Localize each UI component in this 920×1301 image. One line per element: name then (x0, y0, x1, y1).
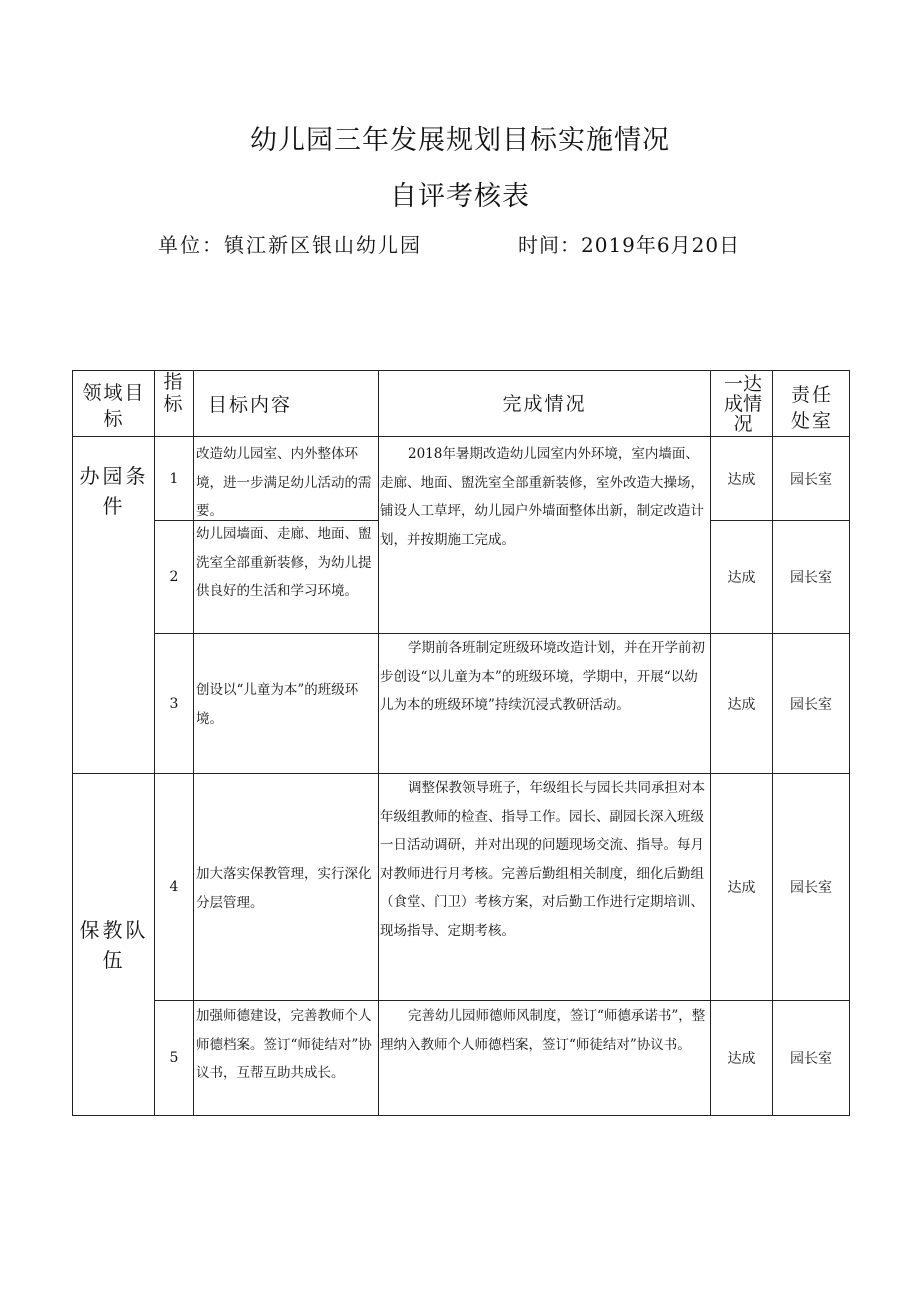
content-cell: 幼儿园墙面、走廊、地面、盥洗室全部重新装修，为幼儿提供良好的生活和学习环境。 (196, 526, 372, 599)
status-cell: 达成 (727, 471, 756, 488)
col-divider (193, 370, 194, 1116)
dept-cell: 园长室 (790, 570, 832, 586)
unit-label: 单位：镇江新区银山幼儿园 (158, 233, 422, 257)
header-dept: 责任处室 (790, 384, 833, 432)
completion-cell: 学期前各班制定班级环境改造计划，并在开学前初步创设“以儿童为本”的班级环境，学期中，开展“以幼儿为本的班级环境”持续沉浸式教研活动。 (380, 640, 705, 713)
completion-cell: 2018年暑期改造幼儿园室内外环境，室内墙面、走廊、地面、盥洗室全部重新装修，室外改造大操场，铺设人工草坪，幼儿园户外墙面整体出新，制定改造计划，并按期施工完成。 (380, 446, 704, 548)
index-cell: 4 (169, 879, 179, 895)
document-title: 幼儿园三年发展规划目标实施情况 (250, 125, 670, 156)
index-cell: 2 (169, 569, 179, 585)
assessment-table (72, 370, 850, 1116)
header-content: 目标内容 (208, 394, 293, 416)
header-domain: 领域目标 (82, 382, 146, 430)
dept-cell: 园长室 (790, 471, 832, 488)
index-cell: 5 (169, 1050, 179, 1066)
col-divider (378, 370, 379, 1116)
status-cell: 达成 (727, 1051, 756, 1067)
content-cell: 加大落实保教管理，实行深化分层管理。 (196, 866, 372, 911)
index-cell: 3 (169, 695, 179, 712)
dept-cell: 园长室 (790, 1051, 832, 1067)
header-index: 指标 (163, 371, 185, 415)
document-subtitle: 自评考核表 (390, 181, 530, 212)
table-border-bottom (72, 1115, 850, 1116)
table-border-left (72, 370, 73, 1116)
content-cell: 创设以“儿童为本”的班级环境。 (196, 682, 359, 727)
dept-cell: 园长室 (790, 696, 832, 713)
domain-cell-1: 办园条件 (79, 464, 149, 518)
header-completion: 完成情况 (502, 393, 587, 415)
status-cell: 达成 (727, 880, 756, 896)
date-label: 时间：2019年6月20日 (518, 233, 741, 257)
index-cell: 1 (169, 470, 179, 487)
completion-cell: 完善幼儿园师德师风制度，签订“师德承诺书”，整理纳入教师个人师德档案，签订“师徒结对”协议书。 (380, 1008, 706, 1053)
status-cell: 达成 (727, 696, 756, 713)
content-cell: 改造幼儿园室、内外整体环境，进一步满足幼儿活动的需要。 (196, 446, 372, 519)
status-cell: 达成 (727, 570, 756, 586)
table-border-right (849, 370, 850, 1116)
domain-cell-2: 保教队伍 (79, 918, 149, 972)
dept-cell: 园长室 (790, 880, 832, 896)
completion-cell: 调整保教领导班子，年级组长与园长共同承担对本年级组教师的检查、指导工作。园长、副园长深入班级一日活动调研，并对出现的问题现场交流、指导。每月对教师进行月考核。完善后勤组相关制度，细化后勤组（食堂、门卫）考核方案，对后勤工作进行定期培训、现场指导、定期考核。 (380, 780, 705, 939)
header-status: 一达成情况 (723, 373, 762, 435)
content-cell: 加强师德建设，完善教师个人师德档案。签订“师徒结对”协议书，互帮互助共成长。 (196, 1008, 372, 1081)
